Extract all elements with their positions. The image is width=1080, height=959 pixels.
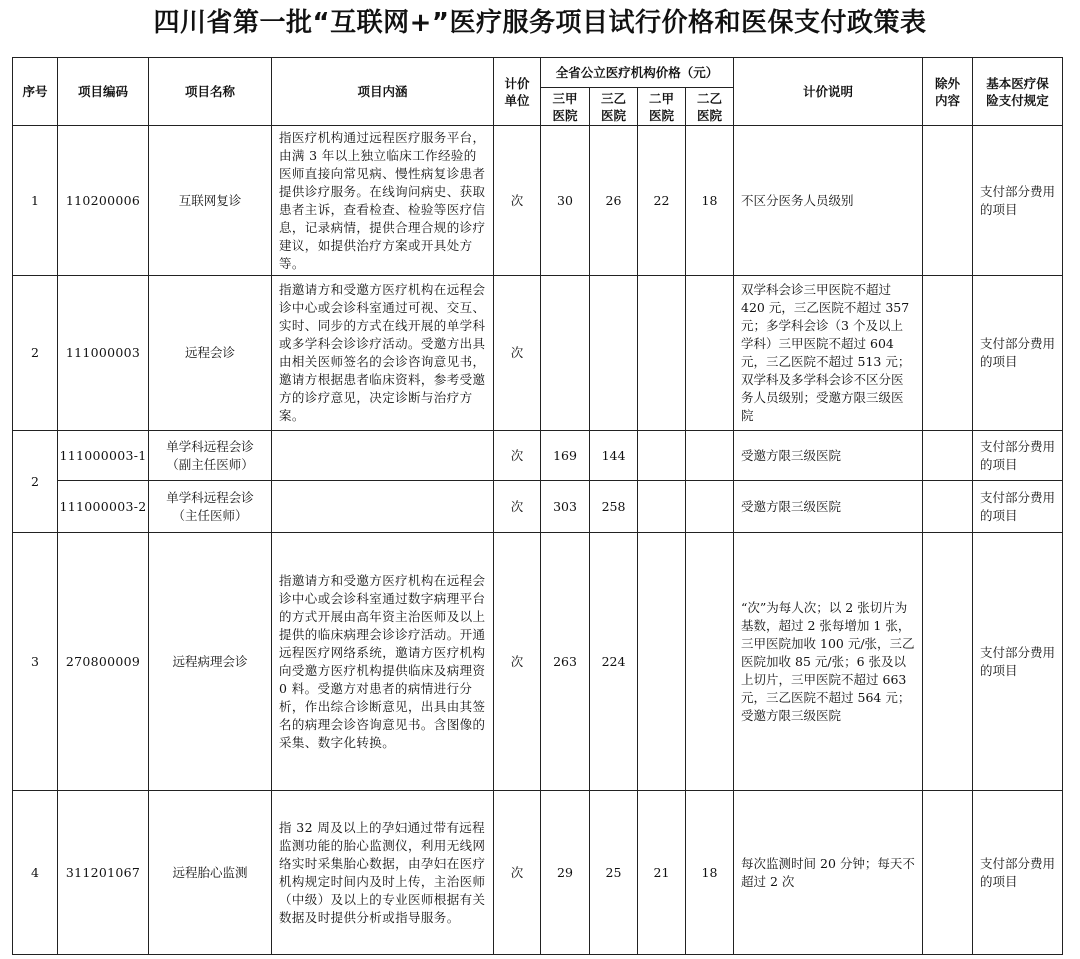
- cell-note: 每次监测时间 20 分钟；每天不超过 2 次: [734, 791, 923, 955]
- cell-note: 受邀方限三级医院: [734, 431, 923, 481]
- cell-price-tier3: 21: [638, 791, 686, 955]
- cell-seq: 3: [13, 533, 58, 791]
- cell-price-tier4: 18: [686, 791, 734, 955]
- cell-content: 指医疗机构通过远程医疗服务平台，由满 3 年以上独立临床工作经验的医师直接向常见病、慢性病复诊患者提供诊疗服务。在线询问病史、获取患者主诉，查看检查、检验等医疗信息，记录病情，提供合理合规的诊疗建议，如提供治疗方案或开具处方等。: [272, 126, 494, 276]
- cell-unit: 次: [494, 126, 541, 276]
- cell-content: 指邀请方和受邀方医疗机构在远程会诊中心或会诊科室通过可视、交互、实时、同步的方式在线开展的单学科或多学科会诊诊疗活动。受邀方出具由相关医师签名的会诊咨询意见书，邀请方根据患者临床资料，参考受邀方的诊疗意见，决定诊断与治疗方案。: [272, 276, 494, 431]
- header-name: 项目名称: [149, 58, 272, 126]
- cell-code: 311201067: [58, 791, 149, 955]
- table-row: [13, 533, 1063, 791]
- header-price-tier1: 三甲医院: [541, 88, 590, 126]
- cell-code: 111000003-1: [58, 431, 149, 481]
- cell-insurance: 支付部分费用的项目: [973, 431, 1063, 481]
- cell-note: 受邀方限三级医院: [734, 481, 923, 533]
- cell-name: 单学科远程会诊（主任医师）: [149, 481, 272, 533]
- cell-price-tier1: [541, 276, 590, 431]
- cell-price-tier3: [638, 533, 686, 791]
- table-row: [13, 431, 1063, 481]
- cell-content: [272, 481, 494, 533]
- cell-exclusion: [923, 431, 973, 481]
- cell-price-tier3: [638, 481, 686, 533]
- cell-note: 不区分医务人员级别: [734, 126, 923, 276]
- header-seq: 序号: [13, 58, 58, 126]
- table-row: [13, 126, 1063, 276]
- cell-price-tier4: [686, 533, 734, 791]
- cell-price-tier2: [590, 276, 638, 431]
- cell-price-tier1: 263: [541, 533, 590, 791]
- cell-exclusion: [923, 791, 973, 955]
- cell-price-tier2: 25: [590, 791, 638, 955]
- header-price-tier2: 三乙医院: [590, 88, 638, 126]
- cell-price-tier1: 30: [541, 126, 590, 276]
- table-row: [13, 276, 1063, 431]
- cell-price-tier4: 18: [686, 126, 734, 276]
- cell-insurance: 支付部分费用的项目: [973, 533, 1063, 791]
- cell-seq: 4: [13, 791, 58, 955]
- table-row: [13, 481, 1063, 533]
- header-price-tier3: 二甲医院: [638, 88, 686, 126]
- header-exclusion: 除外内容: [923, 58, 973, 126]
- price-policy-table: [12, 57, 1063, 955]
- header-code: 项目编码: [58, 58, 149, 126]
- header-content: 项目内涵: [272, 58, 494, 126]
- cell-name: 互联网复诊: [149, 126, 272, 276]
- cell-unit: 次: [494, 481, 541, 533]
- table-row: [13, 791, 1063, 955]
- cell-exclusion: [923, 126, 973, 276]
- cell-unit: 次: [494, 431, 541, 481]
- cell-price-tier2: 258: [590, 481, 638, 533]
- cell-code: 270800009: [58, 533, 149, 791]
- cell-insurance: 支付部分费用的项目: [973, 126, 1063, 276]
- cell-code: 110200006: [58, 126, 149, 276]
- cell-price-tier4: [686, 276, 734, 431]
- cell-name: 远程病理会诊: [149, 533, 272, 791]
- cell-seq: 2: [13, 431, 58, 533]
- cell-price-tier3: 22: [638, 126, 686, 276]
- cell-code: 111000003: [58, 276, 149, 431]
- cell-name: 远程胎心监测: [149, 791, 272, 955]
- cell-code: 111000003-2: [58, 481, 149, 533]
- cell-seq: 2: [13, 276, 58, 431]
- header-insurance: 基本医疗保险支付规定: [973, 58, 1063, 126]
- cell-price-tier4: [686, 481, 734, 533]
- cell-unit: 次: [494, 276, 541, 431]
- cell-note: 双学科会诊三甲医院不超过 420 元，三乙医院不超过 357 元；多学科会诊（3 个及以上学科）三甲医院不超过 604 元，三乙医院不超过 513 元；双学科及多学科会诊不区分医务人员级别；受邀方限三级医院: [734, 276, 923, 431]
- cell-content: [272, 431, 494, 481]
- cell-price-tier2: 26: [590, 126, 638, 276]
- cell-name: 单学科远程会诊（副主任医师）: [149, 431, 272, 481]
- cell-insurance: 支付部分费用的项目: [973, 481, 1063, 533]
- cell-unit: 次: [494, 533, 541, 791]
- cell-price-tier3: [638, 431, 686, 481]
- cell-unit: 次: [494, 791, 541, 955]
- cell-price-tier2: 144: [590, 431, 638, 481]
- cell-exclusion: [923, 276, 973, 431]
- cell-insurance: 支付部分费用的项目: [973, 276, 1063, 431]
- page-title: 四川省第一批“互联网+”医疗服务项目试行价格和医保支付政策表: [153, 8, 927, 38]
- cell-content: 指 32 周及以上的孕妇通过带有远程监测功能的胎心监测仪，利用无线网络实时采集胎心数据，由孕妇在医疗机构规定时间内及时上传，主治医师（中级）及以上的专业医师根据有关数据及时提供分析或指导服务。: [272, 791, 494, 955]
- header-price-group: 全省公立医疗机构价格（元）: [541, 58, 734, 88]
- cell-insurance: 支付部分费用的项目: [973, 791, 1063, 955]
- cell-price-tier1: 169: [541, 431, 590, 481]
- cell-price-tier1: 303: [541, 481, 590, 533]
- cell-price-tier4: [686, 431, 734, 481]
- cell-note: “次”为每人次；以 2 张切片为基数，超过 2 张每增加 1 张，三甲医院加收 100 元/张，三乙医院加收 85 元/张；6 张及以上切片，三甲医院不超过 663 元，三乙医院不超过 564 元；受邀方限三级医院: [734, 533, 923, 791]
- header-note: 计价说明: [734, 58, 923, 126]
- cell-content: 指邀请方和受邀方医疗机构在远程会诊中心或会诊科室通过数字病理平台的方式开展由高年资主治医师及以上提供的临床病理会诊诊疗活动。开通远程医疗网络系统，邀请方医疗机构向受邀方医疗机构提供临床及病理资 0 料。受邀方对患者的病情进行分析，作出综合诊断意见，出具由其签名的病理会诊咨询意见书。含图像的采集、数字化转换。: [272, 533, 494, 791]
- cell-price-tier3: [638, 276, 686, 431]
- header-unit: 计价单位: [494, 58, 541, 126]
- cell-price-tier1: 29: [541, 791, 590, 955]
- cell-exclusion: [923, 533, 973, 791]
- cell-name: 远程会诊: [149, 276, 272, 431]
- cell-exclusion: [923, 481, 973, 533]
- cell-price-tier2: 224: [590, 533, 638, 791]
- header-price-tier4: 二乙医院: [686, 88, 734, 126]
- cell-seq: 1: [13, 126, 58, 276]
